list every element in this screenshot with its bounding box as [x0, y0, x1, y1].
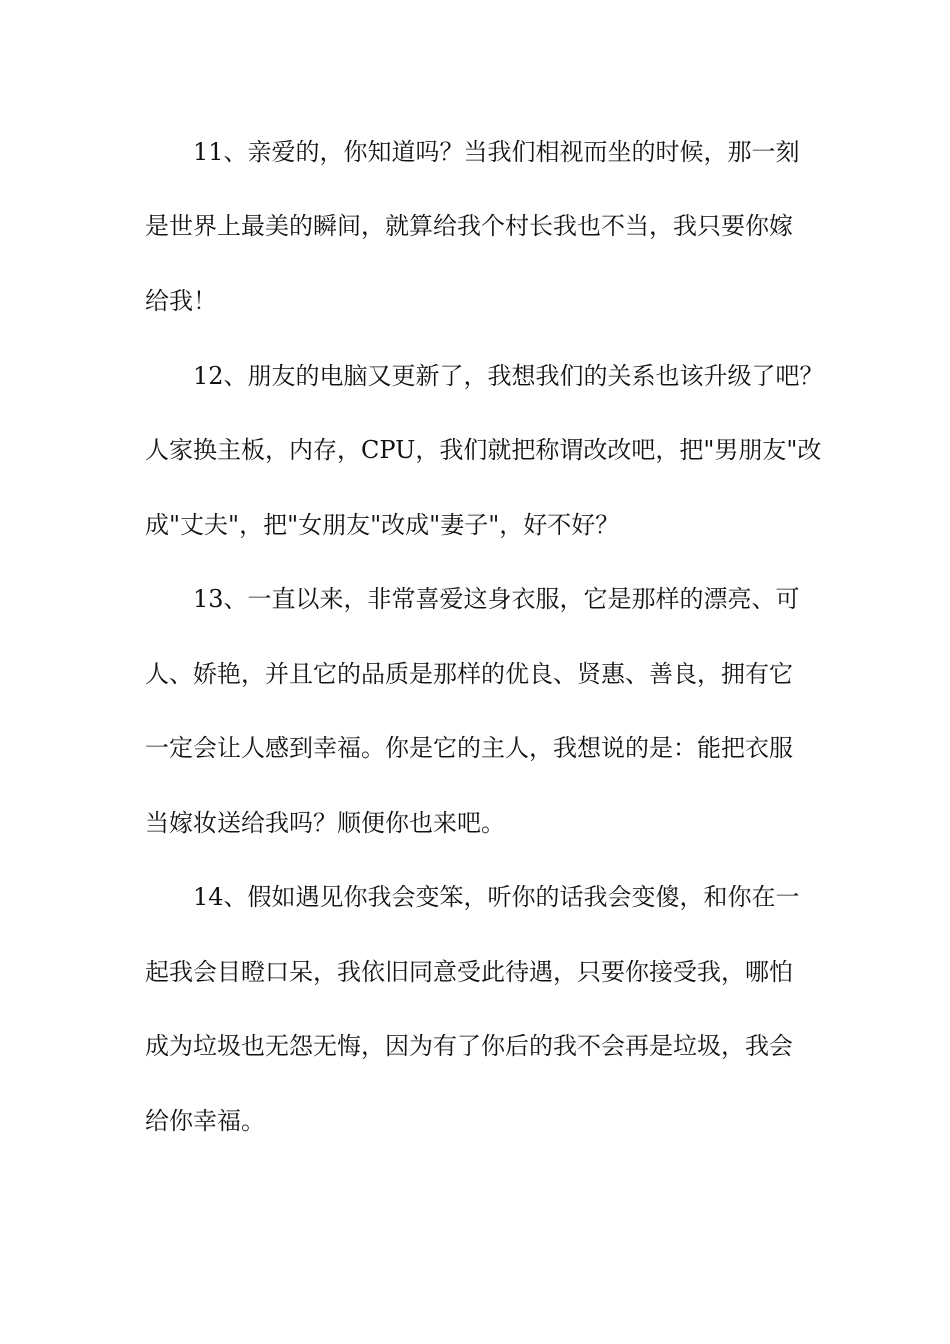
paragraph-11-line-3: 给我！ [145, 287, 217, 315]
paragraph-14-line-1: 14、假如遇见你我会变笨，听你的话我会变傻，和你在一 [193, 883, 800, 911]
paragraph-11-line-2: 是世界上最美的瞬间，就算给我个村长我也不当，我只要你嫁 [145, 212, 793, 240]
paragraph-13-line-3: 一定会让人感到幸福。你是它的主人，我想说的是：能把衣服 [145, 734, 793, 762]
paragraph-14-line-4: 给你幸福。 [145, 1107, 265, 1135]
paragraph-12-line-1: 12、朋友的电脑又更新了，我想我们的关系也该升级了吧？ [193, 362, 824, 390]
paragraph-13-line-2: 人、娇艳，并且它的品质是那样的优良、贤惠、善良，拥有它 [145, 660, 793, 688]
paragraph-13-line-4: 当嫁妆送给我吗？顺便你也来吧。 [145, 809, 505, 837]
paragraph-12-line-3: 成"丈夫"，把"女朋友"改成"妻子"，好不好？ [145, 511, 620, 539]
paragraph-11-line-1: 11、亲爱的，你知道吗？当我们相视而坐的时候，那一刻 [193, 138, 800, 166]
paragraph-13-line-1: 13、一直以来，非常喜爱这身衣服，它是那样的漂亮、可 [193, 585, 800, 613]
paragraph-14-line-2: 起我会目瞪口呆，我依旧同意受此待遇，只要你接受我，哪怕 [145, 958, 793, 986]
paragraph-14-line-3: 成为垃圾也无怨无悔，因为有了你后的我不会再是垃圾，我会 [145, 1032, 793, 1060]
paragraph-12-line-2: 人家换主板，内存，CPU，我们就把称谓改改吧，把"男朋友"改 [145, 436, 822, 464]
